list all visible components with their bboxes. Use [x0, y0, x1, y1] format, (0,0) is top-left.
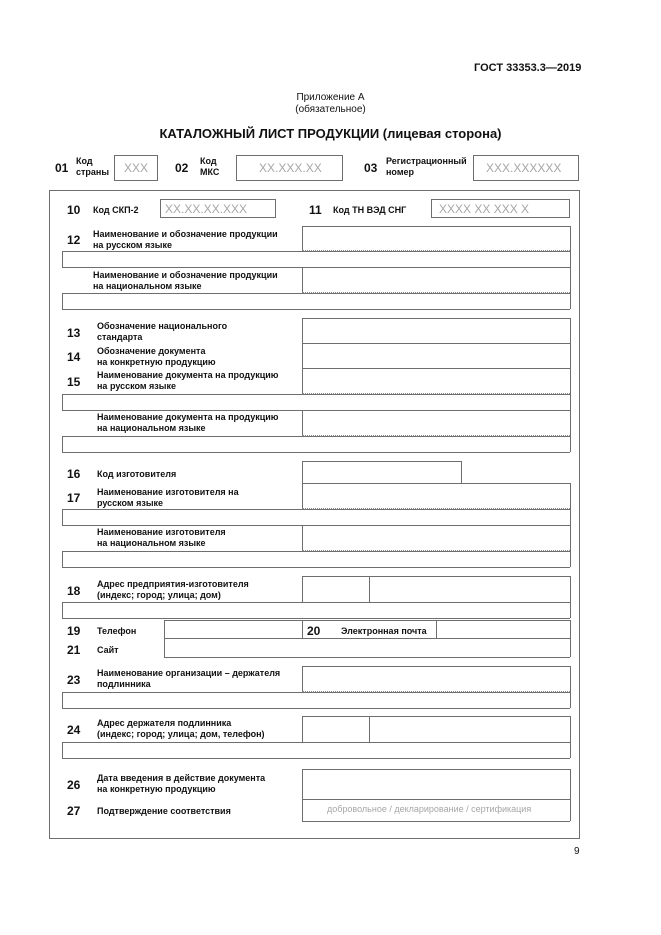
original-holder-name-field[interactable]: [303, 668, 569, 690]
field-14-label: Обозначение документа на конкретную продукцию: [97, 346, 216, 367]
field-14-number: 14: [67, 350, 81, 364]
field-03-label: Регистрационный номер: [386, 156, 467, 177]
tnved-code-field[interactable]: [431, 199, 570, 218]
field-17-national-label: Наименование изготовителя на национальном языке: [97, 527, 226, 548]
document-name-russian-continuation[interactable]: [63, 396, 569, 409]
manufacturer-name-national-field[interactable]: [303, 527, 569, 549]
field-10-label: Код СКП-2: [93, 205, 139, 215]
standard-number: ГОСТ 33353.3—2019: [474, 62, 582, 74]
field-19-number: 19: [67, 624, 81, 638]
conformity-options: добровольное / декларирование / сертификация: [327, 804, 532, 814]
national-standard-field[interactable]: [303, 320, 569, 342]
mks-code-placeholder: XX.XXX.XX: [259, 161, 322, 175]
mks-code-field[interactable]: [236, 155, 343, 181]
field-01-label: Код страны: [76, 156, 110, 177]
skp2-code-field[interactable]: [160, 199, 276, 218]
field-01-number: 01: [55, 161, 69, 175]
registration-number-placeholder: XXX.XXXXXX: [486, 161, 562, 175]
field-21-number: 21: [67, 643, 81, 657]
manufacturer-name-russian-field[interactable]: [303, 485, 569, 507]
manufacturer-postcode-field[interactable]: [303, 578, 367, 600]
field-15-label: Наименование документа на продукцию на русском языке: [97, 370, 279, 391]
field-18-number: 18: [67, 584, 81, 598]
field-27-number: 27: [67, 804, 81, 818]
field-02-label: Код МКС: [200, 156, 220, 177]
original-holder-name-continuation[interactable]: [63, 694, 569, 707]
field-24-label: Адрес держателя подлинника (индекс; город; улица; дом, телефон): [97, 718, 265, 739]
manufacturer-name-russian-continuation[interactable]: [63, 511, 569, 524]
field-20-label: Электронная почта: [341, 626, 427, 636]
field-13-number: 13: [67, 326, 81, 340]
page-number: 9: [574, 846, 580, 857]
field-12-number: 12: [67, 233, 81, 247]
field-16-number: 16: [67, 467, 81, 481]
field-12-national-label: Наименование и обозначение продукции на национальном языке: [93, 270, 278, 291]
manufacturer-code-field[interactable]: [303, 463, 461, 482]
field-12-label: Наименование и обозначение продукции на русском языке: [93, 229, 278, 250]
field-17-number: 17: [67, 491, 81, 505]
field-17-label: Наименование изготовителя на русском языке: [97, 487, 239, 508]
appendix-title: Приложение А: [296, 92, 365, 103]
field-18-label: Адрес предприятия-изготовителя (индекс; город; улица; дом): [97, 579, 249, 600]
manufacturer-address-continuation[interactable]: [63, 604, 569, 617]
document-name-national-continuation[interactable]: [63, 438, 569, 451]
country-code-field[interactable]: [114, 155, 158, 181]
conformity-confirmation-field[interactable]: [303, 801, 569, 820]
field-15-national-label: Наименование документа на продукцию на национальном языке: [97, 412, 279, 433]
product-name-russian-field[interactable]: [303, 228, 569, 250]
document-name-national-field[interactable]: [303, 412, 569, 434]
field-13-label: Обозначение национального стандарта: [97, 321, 228, 342]
product-name-national-continuation[interactable]: [63, 294, 569, 309]
field-16-label: Код изготовителя: [97, 469, 177, 479]
skp2-code-placeholder: XX.XX.XX.XXX: [165, 202, 248, 216]
document-name-russian-field[interactable]: [303, 370, 569, 392]
field-23-label: Наименование организации – держателя подлинника: [97, 668, 281, 689]
holder-postcode-field[interactable]: [303, 718, 367, 740]
manufacturer-address-field[interactable]: [371, 578, 569, 600]
holder-address-field[interactable]: [371, 718, 569, 740]
field-20-number: 20: [307, 624, 321, 638]
product-name-national-field[interactable]: [303, 268, 569, 292]
field-19-label: Телефон: [97, 626, 137, 636]
field-26-label: Дата введения в действие документа на конкретную продукцию: [97, 773, 266, 794]
field-11-number: 11: [309, 203, 322, 217]
document-title: КАТАЛОЖНЫЙ ЛИСТ ПРОДУКЦИИ (лицевая сторона): [159, 126, 502, 141]
product-name-russian-continuation[interactable]: [63, 252, 569, 267]
website-field[interactable]: [166, 640, 569, 656]
manufacturer-name-national-continuation[interactable]: [63, 553, 569, 566]
field-11-label: Код ТН ВЭД СНГ: [333, 205, 407, 215]
field-26-number: 26: [67, 778, 81, 792]
phone-field[interactable]: [166, 622, 301, 637]
tnved-code-placeholder: XXXX XX XXX X: [439, 202, 530, 216]
effective-date-field[interactable]: [303, 771, 569, 798]
field-10-number: 10: [67, 203, 81, 217]
field-03-number: 03: [364, 161, 378, 175]
registration-number-field[interactable]: [473, 155, 579, 181]
country-code-placeholder: XXX: [124, 161, 149, 175]
field-02-number: 02: [175, 161, 189, 175]
field-24-number: 24: [67, 723, 81, 737]
holder-address-continuation[interactable]: [63, 744, 569, 757]
field-21-label: Сайт: [97, 645, 119, 655]
field-27-label: Подтверждение соответствия: [97, 806, 231, 816]
appendix-note: (обязательное): [295, 104, 366, 115]
field-15-number: 15: [67, 375, 81, 389]
field-23-number: 23: [67, 673, 81, 687]
product-document-field[interactable]: [303, 345, 569, 367]
email-field[interactable]: [437, 622, 569, 637]
